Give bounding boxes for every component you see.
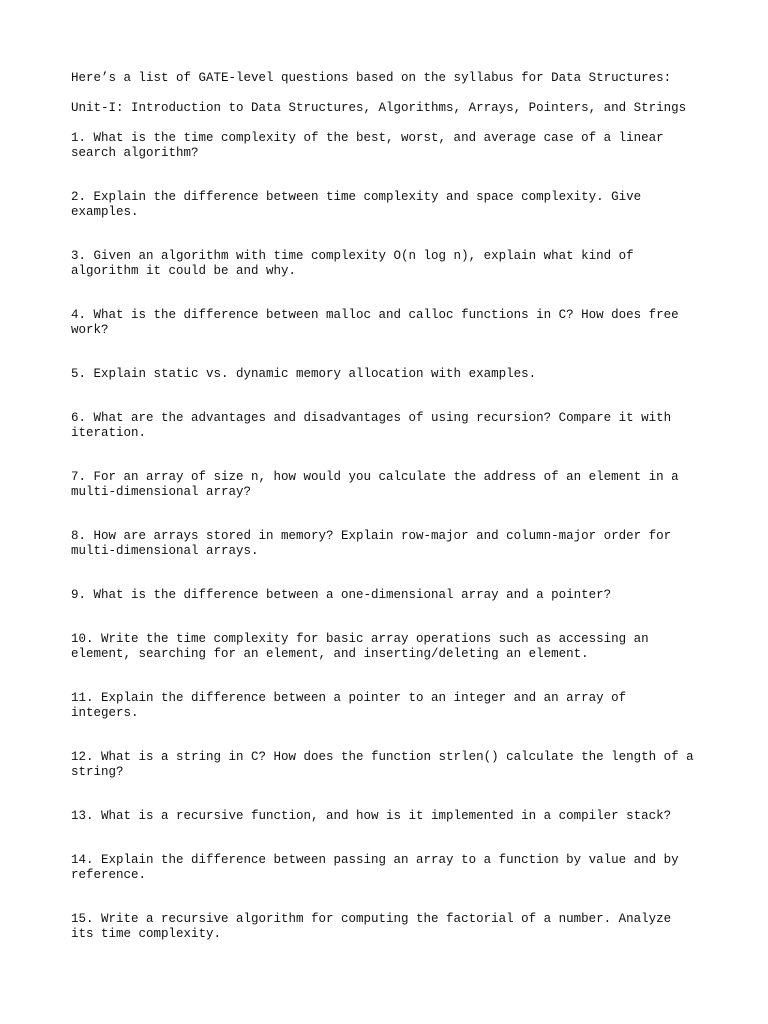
question-14: 14. Explain the difference between passing an array to a function by value and by reference. (71, 853, 679, 882)
question-6: 6. What are the advantages and disadvantages of using recursion? Compare it with iteration. (71, 411, 672, 440)
question-1: 1. What is the time complexity of the best, worst, and average case of a linear search algorithm? (71, 131, 664, 160)
document-page (71, 71, 711, 942)
question-3: 3. Given an algorithm with time complexity O(n log n), explain what kind of algorithm it could be and why. (71, 249, 634, 278)
question-12: 12. What is a string in C? How does the function strlen() calculate the length of a string? (71, 750, 694, 779)
question-11: 11. Explain the difference between a pointer to an integer and an array of integers. (71, 691, 627, 720)
question-list (71, 131, 711, 942)
question-10: 10. Write the time complexity for basic array operations such as accessing an element, searching for an element, and inserting/deleting an element. (71, 632, 649, 661)
question-2: 2. Explain the difference between time complexity and space complexity. Give examples. (71, 190, 642, 219)
question-9: 9. What is the difference between a one-dimensional array and a pointer? (71, 588, 612, 602)
unit-heading: Unit-I: Introduction to Data Structures, Algorithms, Arrays, Pointers, and Strings (71, 101, 687, 115)
question-13: 13. What is a recursive function, and how is it implemented in a compiler stack? (71, 809, 672, 823)
question-7: 7. For an array of size n, how would you calculate the address of an element in a multi-dimensional array? (71, 470, 679, 499)
question-8: 8. How are arrays stored in memory? Explain row-major and column-major order for multi-dimensional arrays. (71, 529, 672, 558)
intro-text: Here’s a list of GATE-level questions based on the syllabus for Data Structures: (71, 71, 672, 85)
question-15: 15. Write a recursive algorithm for computing the factorial of a number. Analyze its time complexity. (71, 912, 672, 941)
question-5: 5. Explain static vs. dynamic memory allocation with examples. (71, 367, 537, 381)
question-4: 4. What is the difference between malloc and calloc functions in C? How does free work? (71, 308, 679, 337)
